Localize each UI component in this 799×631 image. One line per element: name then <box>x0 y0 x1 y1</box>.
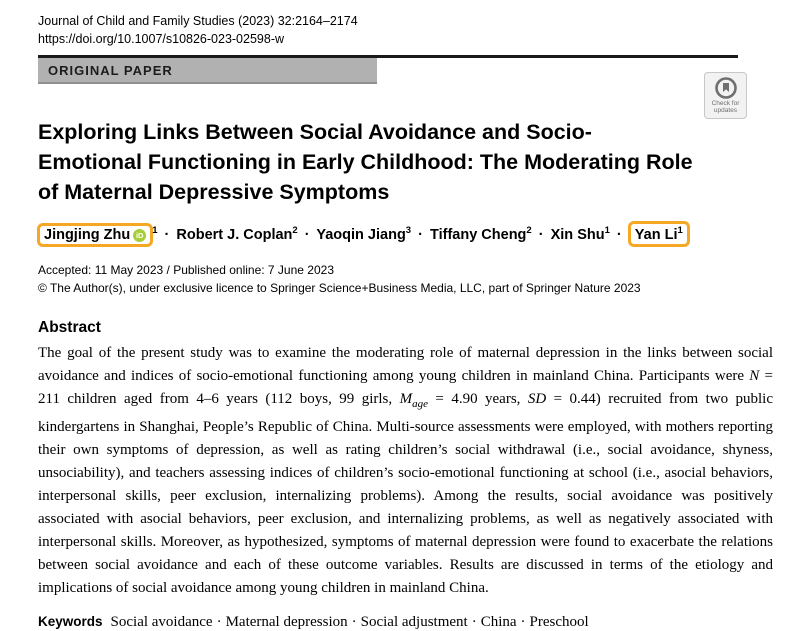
author-name: Robert J. Coplan <box>176 226 293 243</box>
keyword: Social avoidance <box>110 613 213 630</box>
check-for-updates-icon <box>715 77 737 99</box>
keywords-line <box>38 614 773 631</box>
abstract-text <box>38 342 773 600</box>
keyword: Preschool <box>529 613 589 630</box>
keyword-separator: · <box>216 613 222 630</box>
copyright-line: © The Author(s), under exclusive licence to Springer Science+Business Media, LLC, part of Springer Nature 2023 <box>38 280 641 295</box>
abstract-segment: age <box>412 397 428 410</box>
keyword-separator: · <box>520 613 526 630</box>
author-name: Xin Shu <box>550 226 605 243</box>
author-affiliation-sup: 1 <box>604 225 610 236</box>
abstract-heading: Abstract <box>38 318 101 336</box>
keyword-separator: · <box>351 613 357 630</box>
abstract-segment: N <box>749 367 760 384</box>
doi-link[interactable]: https://doi.org/10.1007/s10826-023-02598-w <box>38 32 285 46</box>
check-for-updates-text: Check for updates <box>711 100 740 114</box>
abstract-segment: M <box>399 390 413 407</box>
abstract-segment: = 4.90 years, <box>427 390 528 407</box>
keywords-label: Keywords <box>38 613 103 629</box>
author-separator: · <box>164 226 170 243</box>
author-list <box>38 224 773 244</box>
author-affiliation-sup: 3 <box>405 225 412 236</box>
dates-line: Accepted: 11 May 2023 / Published online: 7 June 2023 <box>38 262 334 277</box>
keyword: Maternal depression <box>225 613 348 630</box>
check-for-updates-button[interactable] <box>704 72 747 119</box>
article-type-label: ORIGINAL PAPER <box>48 63 173 78</box>
keyword: China <box>480 613 517 630</box>
author-name: Jingjing Zhu <box>44 226 131 243</box>
author-separator: · <box>304 226 310 243</box>
abstract-segment: = 211 children aged from 4–6 years (112 boys, 99 girls, <box>38 367 773 407</box>
abstract-segment: = 0.44) recruited from two public kindergartens in Shanghai, People’s Republic of China. Multi-source assessments were employed, with mothers reporting their own symptoms of depression, as well as rating children’s social withdrawal (i.e., social avoidance, shyness, unsociability), and teachers assessing indices of children’s socio-emotional functioning at school (i.e., asocial behaviors, interpersonal skills, peer exclusion, internalizing problems). Among the results, social avoidance was positively associated with asocial behaviors, peer exclusion, and internalizing problems, as well as negatively associated with interpersonal skills. Moreover, as hypothesized, symptoms of maternal depression were found to exacerbate the relations between social avoidance and each of these outcome variables. Results are discussed in terms of the etiology and implications of social avoidance among young children in mainland China. <box>38 390 774 596</box>
abstract-segment: SD <box>527 390 547 407</box>
paper-title: Exploring Links Between Social Avoidance and Socio-Emotional Functioning in Early Childhood: The Moderating Role of Maternal Depressive Symptoms <box>38 120 693 204</box>
author-separator: · <box>538 226 544 243</box>
author-name: Yan Li <box>634 226 678 243</box>
author-highlight-box <box>628 221 690 247</box>
keyword: Social adjustment <box>360 613 468 630</box>
author-affiliation-sup: 2 <box>526 225 532 236</box>
author-name: Yaoqin Jiang <box>316 226 406 243</box>
article-meta <box>38 261 773 297</box>
author-affiliation-sup: 1 <box>677 225 683 236</box>
journal-citation: Journal of Child and Family Studies (2023) 32:2164–2174 <box>38 14 358 28</box>
keyword-separator: · <box>471 613 477 630</box>
orcid-icon[interactable]: iD <box>133 229 146 242</box>
author-highlight-box <box>37 223 153 247</box>
author-name: Tiffany Cheng <box>430 226 527 243</box>
article-type-banner <box>38 58 377 84</box>
author-affiliation-sup: 2 <box>292 225 298 236</box>
author-separator: · <box>418 226 423 243</box>
abstract-segment: The goal of the present study was to examine the moderating role of maternal depression in the links between social avoidance and indices of socio-emotional functioning among young children in mainland China. Participants were <box>38 344 773 384</box>
author-affiliation-sup: 1 <box>152 225 158 236</box>
author-separator: · <box>616 226 622 243</box>
